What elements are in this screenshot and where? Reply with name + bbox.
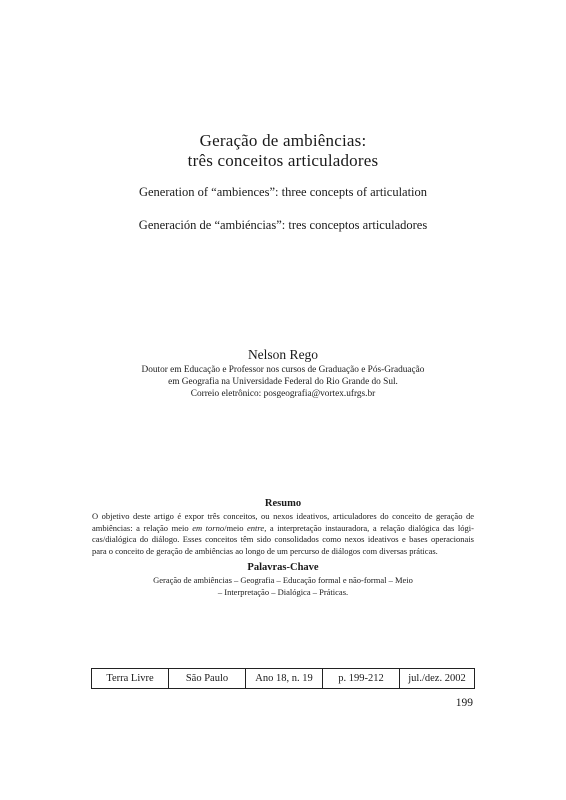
abstract-line-3: cas/dialógica do diálogo. Esses conceitos têm sido consolidados como nexos ideativos e bases operacionais	[92, 534, 474, 544]
keywords-line-1: Geração de ambiências – Geografia – Educação formal e não-formal – Meio	[153, 575, 413, 585]
english-title: Generation of “ambiences”: three concepts of articulation	[138, 185, 428, 199]
abstract-emphasis-entre: entre	[247, 522, 265, 533]
abstract-line-4: para o conceito de geração de ambiências ao longo de um percurso de diálogos com diversas práticas.	[92, 545, 438, 556]
keywords-heading: Palavras-Chave	[247, 562, 319, 573]
author-email: Correio eletrônico: posgeografia@vortex.ufrgs.br	[190, 389, 376, 399]
abstract-line-1: O objetivo deste artigo é expor três conceitos, ou nexos ideativos, articuladores do conceito de geração de	[92, 511, 474, 521]
abstract-line-2-part-c: , a interpretação instauradora, a relação dialógica das lógi-	[264, 522, 474, 533]
keywords-line-2: – Interpretação – Dialógica – Práticas.	[217, 586, 349, 597]
article-title	[0, 131, 566, 171]
keywords-block	[0, 561, 566, 598]
abstract-line-2-part-a: ambiências: a relação meio	[92, 522, 193, 533]
publication-info-row	[92, 669, 475, 689]
abstract-line-2	[92, 523, 474, 535]
author-affiliation-line-1: Doutor em Educação e Professor nos cursos de Graduação e Pós-Graduação	[141, 365, 425, 375]
spanish-title: Generación de “ambiéncias”: tres conceptos articuladores	[138, 218, 428, 232]
publication-info-table	[91, 668, 475, 689]
abstract-block	[92, 497, 474, 557]
page-number: 199	[455, 697, 473, 709]
title-line-2: três conceitos articuladores	[187, 151, 379, 170]
author-affiliation-line-2: em Geografia na Universidade Federal do Rio Grande do Sul.	[168, 377, 398, 387]
title-line-1: Geração de ambiências:	[199, 131, 367, 150]
city-cell: São Paulo	[169, 669, 246, 689]
date-cell: jul./dez. 2002	[400, 669, 475, 689]
abstract-emphasis-em-torno: em torno	[192, 522, 225, 533]
author-block	[0, 346, 566, 400]
journal-name-cell: Terra Livre	[92, 669, 169, 689]
abstract-line-2-part-b: /meio	[224, 522, 248, 533]
abstract-heading: Resumo	[264, 498, 302, 509]
volume-cell: Ano 18, n. 19	[246, 669, 323, 689]
pages-cell: p. 199-212	[323, 669, 400, 689]
author-name: Nelson Rego	[247, 347, 319, 362]
